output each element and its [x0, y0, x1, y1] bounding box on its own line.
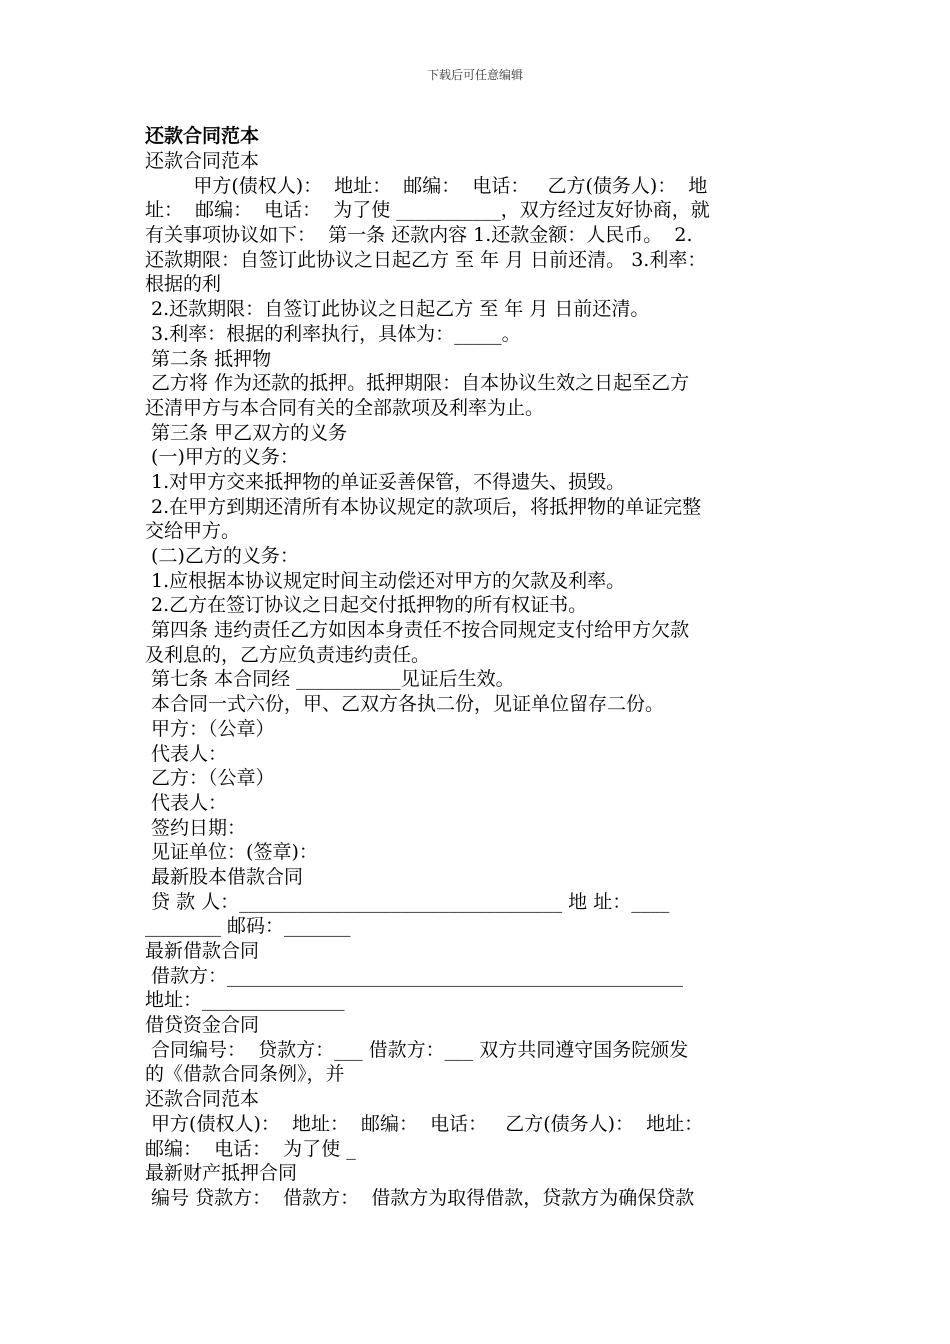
text-line: (一)甲方的义务： — [145, 446, 299, 469]
text-line: 最新借款合同 — [145, 940, 260, 962]
text-line: ________ 邮码：_______ — [145, 915, 351, 938]
text-line: 借贷资金合同 — [145, 1014, 260, 1037]
text-line: 还清甲方与本合同有关的全部款项及利率为止。 — [145, 396, 545, 419]
text-line: 及利息的，乙方应负责违约责任。 — [145, 643, 431, 666]
text-line: (二)乙方的义务： — [145, 545, 299, 567]
text-line: 乙方将 作为还款的抵押。抵押期限：自本协议生效之日起至乙方 — [145, 372, 690, 395]
text-line: 合同编号： 贷款方：___ 借款方：___ 双方共同遵守国务院颁发 — [145, 1038, 689, 1061]
text-line: 有关事项协议如下： 第一条 还款内容 1.还款金额：人民币。 2. — [145, 224, 693, 247]
text-line: 甲方(债权人)： 地址： 邮编： 电话： 乙方(债务人)： 地 — [145, 174, 708, 197]
text-line: 第四条 违约责任乙方如因本身责任不按合同规定支付给甲方欠款 — [145, 619, 690, 642]
text-line: 甲方：（公章） — [145, 717, 275, 740]
page-header-note: 下载后可任意编辑 — [426, 68, 523, 82]
text-line: 签约日期： — [145, 816, 247, 839]
text-line: 代表人： — [145, 791, 228, 814]
text-line: 甲方(债权人)： 地址： 邮编： 电话： 乙方(债务人)： 地址： — [145, 1112, 704, 1135]
document-lines — [145, 149, 825, 1211]
text-line: 借款方：________________________________________________ — [145, 964, 684, 987]
text-line: 代表人： — [145, 742, 228, 765]
text-line: 第七条 本合同经 ___________见证后生效。 — [145, 668, 515, 691]
text-line: 编号 贷款方： 借款方： 借款方为取得借款，贷款方为确保贷款 — [145, 1186, 695, 1209]
text-line: 贷 款 人：__________________________________ 地 址：____ — [145, 890, 670, 913]
text-line: 第三条 甲乙双方的义务 — [145, 421, 348, 444]
text-line: 1.应根据本协议规定时间主动偿还对甲方的欠款及利率。 — [145, 569, 626, 592]
document-title: 还款合同范本 — [145, 125, 260, 147]
text-line: 还款合同范本 — [145, 1088, 260, 1111]
text-line: 2.乙方在签订协议之日起交付抵押物的所有权证书。 — [145, 594, 588, 617]
text-line: 地址：_______________ — [145, 989, 345, 1012]
text-line: 2.还款期限：自签订此协议之日起乙方 至 年 月 日前还清。 — [145, 298, 650, 321]
text-line: 1.对甲方交来抵押物的单证妥善保管，不得遗失、损毁。 — [145, 470, 626, 493]
document-body — [145, 124, 825, 1211]
text-line: 2.在甲方到期还清所有本协议规定的款项后，将抵押物的单证完整 — [145, 495, 702, 518]
text-line: 址： 邮编： 电话： 为了使 ___________，双方经过友好协商，就 — [145, 199, 710, 222]
text-line: 本合同一式六份，甲、乙双方各执二份，见证单位留存二份。 — [145, 693, 665, 716]
text-line: 还款合同范本 — [145, 150, 260, 172]
text-line: 还款期限：自签订此协议之日起乙方 至 年 月 日前还清。 3.利率： — [145, 248, 707, 271]
text-line: 乙方：（公章） — [145, 767, 275, 790]
text-line: 见证单位：(签章)： — [145, 841, 318, 864]
text-line: 邮编： 电话： 为了使 _ — [145, 1137, 356, 1160]
text-line: 根据的利 — [145, 273, 222, 296]
text-line: 交给甲方。 — [145, 520, 241, 543]
text-line: 最新股本借款合同 — [145, 865, 304, 888]
text-line: 最新财产抵押合同 — [145, 1162, 298, 1185]
text-line: 的《借款合同条例》，并 — [145, 1063, 345, 1086]
text-line: 3.利率：根据的利率执行，具体为：_____。 — [145, 322, 521, 345]
text-line: 第二条 抵押物 — [145, 347, 272, 370]
